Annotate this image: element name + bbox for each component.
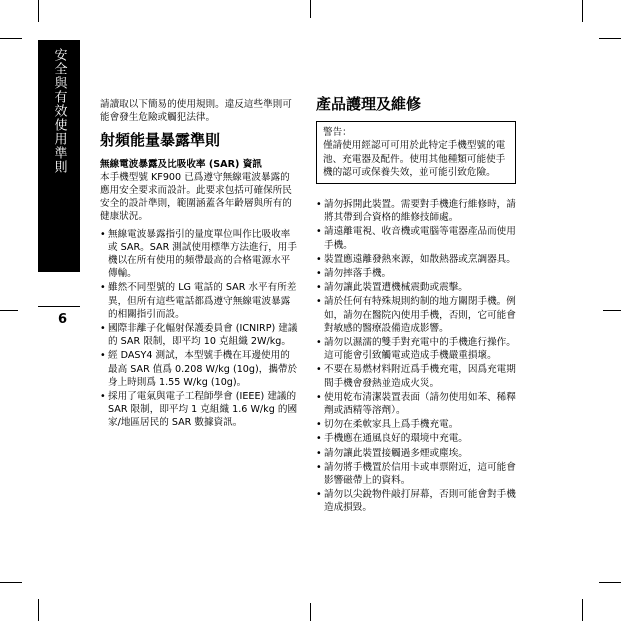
warning-text: 僅請使用經認可可用於此特定手機型號的電池、充電器及配件。使用其他種類可能使手機的認可或保養失效，並可能引致危險。 xyxy=(323,140,506,178)
list-item: • 請勿以濕濡的雙手對充電中的手機進行操作。這可能會引致觸電或造成手機嚴重損壞。 xyxy=(316,336,516,362)
list-item: • 經 DASY4 測試，本型號手機在耳邊使用的最高 SAR 值爲 0.208 W/kg (10g)，攜帶於身上時則爲 1.55 W/kg (10g)。 xyxy=(100,349,298,389)
crop-mark xyxy=(599,38,621,39)
section-heading: 射頻能量暴露準則 xyxy=(100,131,221,150)
sar-bullet-list xyxy=(100,228,298,430)
list-item: • 國際非離子化輻射保護委員會 (ICNIRP) 建議的 SAR 限制，即平均 10 克組織 2W/kg。 xyxy=(100,322,298,348)
list-item: • 請勿拆開此裝置。需要對手機進行維修時，請將其帶到合資格的維修技師處。 xyxy=(316,198,516,224)
care-bullet-list xyxy=(316,198,516,515)
warning-box xyxy=(316,121,516,184)
list-item: • 請勿將手機置於信用卡或車票附近，這可能會影響磁帶上的資料。 xyxy=(316,461,516,487)
sub-heading: 無線電波暴露及比吸收率 (SAR) 資訊 xyxy=(100,158,262,170)
list-item: • 切勿在柔軟家具上爲手機充電。 xyxy=(316,418,516,431)
section-heading: 產品護理及維修 xyxy=(316,95,422,113)
list-item: • 請於任何有特殊規則約制的地方關閉手機。例如，請勿在醫院內使用手機，否則，它可能會對敏感的醫療設備造成影響。 xyxy=(316,295,516,335)
list-item: • 無線電波暴露指引的量度單位叫作比吸收率或 SAR。SAR 測試使用標準方法進行，用手機以在所有使用的頻帶最高的合格電源水平傳輸。 xyxy=(100,228,298,281)
list-item: • 雖然不同型號的 LG 電話的 SAR 水平有所差異，但所有這些電話都爲遵守無線電波暴露的相關指引而設。 xyxy=(100,281,298,321)
list-item: • 使用乾布清潔裝置表面（請勿使用如苯、稀釋劑或酒精等溶劑）。 xyxy=(316,391,516,417)
page-number: 6 xyxy=(58,312,68,327)
list-item: • 採用了電氣與電子工程師學會 (IEEE) 建議的 SAR 限制，即平均 1 克組織 1.6 W/kg 的國家/地區居民的 SAR 數據資訊。 xyxy=(100,390,298,430)
crop-mark xyxy=(310,603,311,621)
list-item: • 裝置應遠離發熱來源，如散熱器或烹調器具。 xyxy=(316,253,516,266)
crop-mark xyxy=(582,0,583,22)
crop-mark xyxy=(603,310,621,311)
page-divider xyxy=(38,306,80,307)
crop-mark xyxy=(38,599,39,621)
crop-mark xyxy=(582,599,583,621)
chapter-title: 安全與有效使用準則 xyxy=(51,48,67,174)
left-column xyxy=(100,98,298,431)
intro-text: 請讀取以下簡易的使用規則。違反這些準則可能會發生危險或觸犯法律。 xyxy=(100,99,292,124)
body-paragraph: 本手機型號 KF900 已爲遵守無線電波暴露的應用安全要求而設計。此要求包括可確保所民安全的設計準則，範圍涵蓋各年齡層與所有的健康狀況。 xyxy=(100,171,292,223)
list-item: • 請勿摔落手機。 xyxy=(316,267,516,280)
list-item: • 請勿讓此裝置接觸過多煙或塵埃。 xyxy=(316,447,516,460)
warning-title: 警告： xyxy=(323,127,352,139)
crop-mark xyxy=(0,38,22,39)
crop-mark xyxy=(0,582,22,583)
crop-mark xyxy=(0,310,18,311)
list-item: • 請勿讓此裝置遭機械震動或震擊。 xyxy=(316,281,516,294)
crop-mark xyxy=(38,0,39,22)
right-column xyxy=(316,95,516,516)
crop-mark xyxy=(310,0,311,18)
list-item: • 不要在易燃材料附近爲手機充電，因爲充電期間手機會發熱並造成火災。 xyxy=(316,363,516,389)
list-item: • 手機應在通風良好的環境中充電。 xyxy=(316,432,516,445)
list-item: • 請勿以尖銳物件敲打屏幕，否則可能會對手機造成損毀。 xyxy=(316,488,516,514)
list-item: • 請遠離電視、收音機或電腦等電器產品而使用手機。 xyxy=(316,225,516,251)
crop-mark xyxy=(599,582,621,583)
